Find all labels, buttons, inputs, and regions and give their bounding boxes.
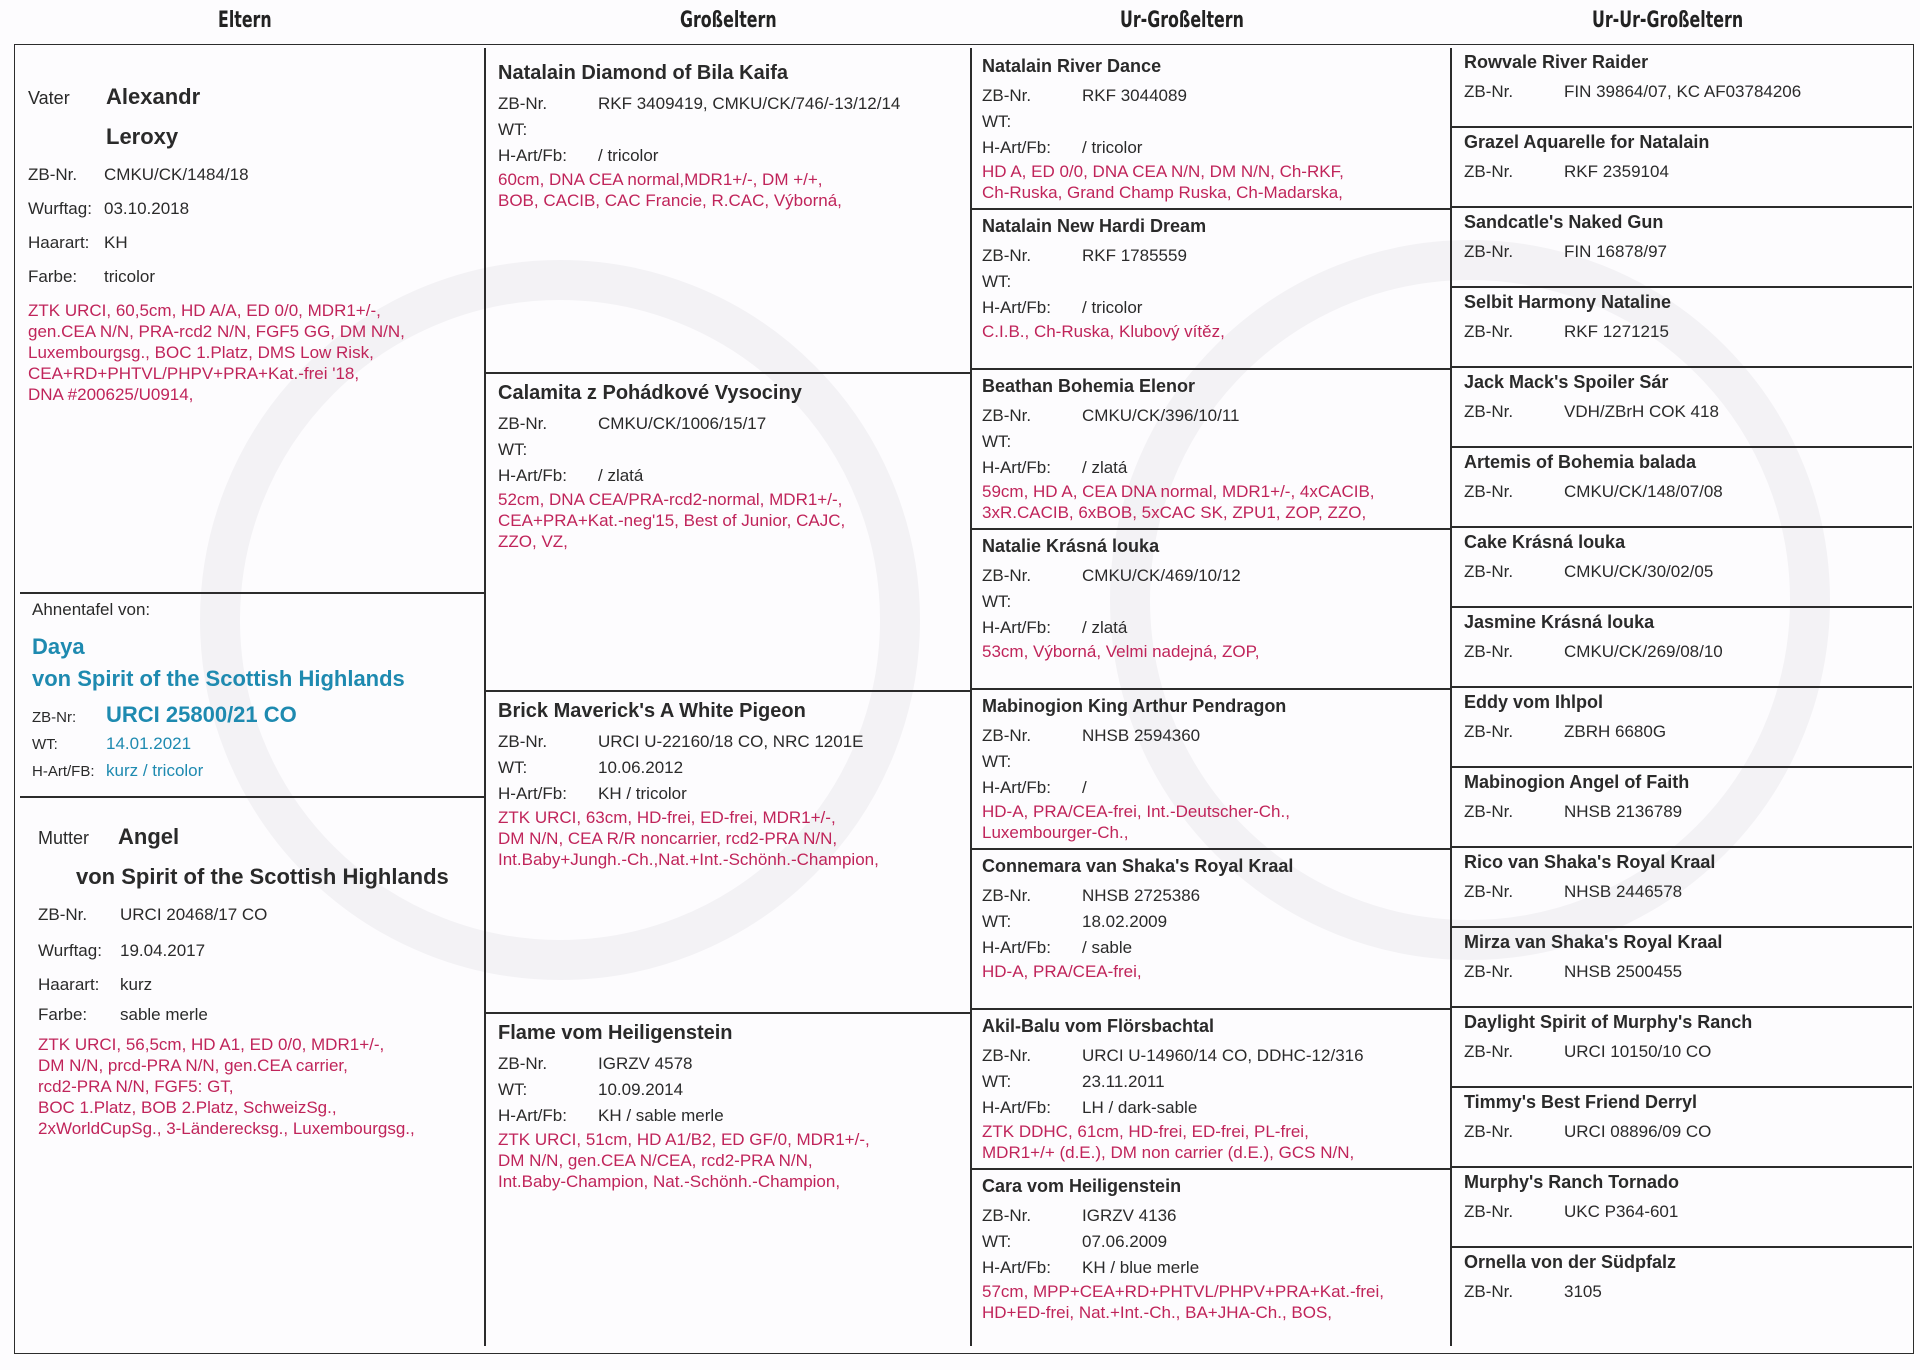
grandparent-4-zb-label: ZB-Nr. (498, 1054, 548, 1073)
great-great-grandparent-2-zb: RKF 2359104 (1564, 162, 1669, 181)
great-grandparent-7-zb: URCI U-14960/14 CO, DDHC-12/316 (1082, 1046, 1364, 1065)
great-grandparent-8-notes: 57cm, MPP+CEA+RD+PHTVL/PHPV+PRA+Kat.-frei, HD+ED-frei, Nat.+Int.-Ch., BA+JHA-Ch., BOS, (982, 1282, 1385, 1322)
grandparent-1-notes: 60cm, DNA CEA normal,MDR1+/-, DM +/+, BOB, CACIB, CAC Francie, R.CAC, Výborná, (498, 170, 842, 210)
great-grandparent-1-zb: RKF 3044089 (1082, 86, 1187, 105)
mutter-name2: von Spirit of the Scottish Highlands (76, 864, 449, 889)
divider-subject-mutter (20, 796, 486, 798)
gggp-divider-8 (1452, 686, 1912, 688)
ggp-divider-6 (972, 1008, 1452, 1010)
great-grandparent-6-hart: / sable (1082, 938, 1133, 957)
vater-farbe-label: Farbe: (28, 267, 78, 286)
grandparent-1-hart-label: H-Art/Fb: (498, 146, 567, 165)
vater-role: Vater (28, 88, 70, 108)
great-great-grandparent-16-zb: 3105 (1564, 1282, 1602, 1301)
great-great-grandparent-3-card (1454, 206, 1910, 286)
great-grandparent-1-wt-label: WT: (982, 112, 1012, 131)
gp-divider-3 (486, 1012, 972, 1014)
great-great-grandparent-5-card (1454, 366, 1910, 446)
vater-haarart-label: Haarart: (28, 233, 90, 252)
great-great-grandparent-8-card (1454, 606, 1910, 686)
great-great-grandparent-8-name: Jasmine Krásná louka (1464, 612, 1655, 632)
great-great-grandparent-7-zb-label: ZB-Nr. (1464, 562, 1514, 581)
great-grandparent-3-card (972, 370, 1450, 526)
grandparent-2-name: Calamita z Pohádkové Vysociny (498, 382, 802, 404)
great-grandparent-6-wt-label: WT: (982, 912, 1012, 931)
mutter-name1: Angel (118, 824, 180, 849)
vater-farbe: tricolor (104, 267, 156, 286)
mutter-zb-label: ZB-Nr. (38, 905, 88, 924)
great-grandparent-8-hart: KH / blue merle (1082, 1258, 1200, 1277)
great-grandparent-5-card (972, 690, 1450, 846)
great-great-grandparent-11-zb-label: ZB-Nr. (1464, 882, 1514, 901)
great-grandparent-2-name: Natalain New Hardi Dream (982, 216, 1207, 236)
subject-wt-label: WT: (32, 736, 58, 753)
grandparent-3-card (488, 694, 968, 1006)
great-great-grandparent-15-card (1454, 1166, 1910, 1246)
great-great-grandparent-15-zb: UKC P364-601 (1564, 1202, 1679, 1221)
great-great-grandparent-2-zb-label: ZB-Nr. (1464, 162, 1514, 181)
great-grandparent-2-wt-label: WT: (982, 272, 1012, 291)
great-great-grandparent-5-zb-label: ZB-Nr. (1464, 402, 1514, 421)
gggp-divider-13 (1452, 1086, 1912, 1088)
ggp-divider-3 (972, 528, 1452, 530)
great-grandparent-2-zb-label: ZB-Nr. (982, 246, 1032, 265)
grandparent-4-wt: 10.09.2014 (598, 1080, 684, 1099)
great-great-grandparent-5-zb: VDH/ZBrH COK 418 (1564, 402, 1719, 421)
great-grandparent-4-wt-label: WT: (982, 592, 1012, 611)
mutter-zb: URCI 20468/17 CO (120, 905, 268, 924)
grandparent-3-hart: KH / tricolor (598, 784, 687, 803)
great-great-grandparent-14-zb-label: ZB-Nr. (1464, 1122, 1514, 1141)
great-grandparent-5-hart: / (1082, 778, 1087, 797)
great-grandparent-4-zb: CMKU/CK/469/10/12 (1082, 566, 1241, 585)
header-eltern: Eltern (218, 8, 272, 33)
great-grandparent-1-hart-label: H-Art/Fb: (982, 138, 1051, 157)
great-grandparent-1-zb-label: ZB-Nr. (982, 86, 1032, 105)
great-grandparent-8-zb-label: ZB-Nr. (982, 1206, 1032, 1225)
header-urgrosseltern: Ur-Großeltern (1120, 8, 1244, 33)
grandparent-4-name: Flame vom Heiligenstein (498, 1022, 733, 1044)
gggp-divider-1 (1452, 126, 1912, 128)
grandparent-3-zb: URCI U-22160/18 CO, NRC 1201E (598, 732, 864, 751)
great-great-grandparent-4-zb: RKF 1271215 (1564, 322, 1669, 341)
gggp-divider-2 (1452, 206, 1912, 208)
grandparent-1-hart: / tricolor (598, 146, 659, 165)
great-grandparent-1-notes: HD A, ED 0/0, DNA CEA N/N, DM N/N, Ch-RKF, Ch-Ruska, Grand Champ Ruska, Ch-Madarska, (982, 162, 1344, 202)
great-great-grandparent-9-zb: ZBRH 6680G (1564, 722, 1667, 741)
ggp-divider-4 (972, 688, 1452, 690)
vater-name1: Alexandr (106, 84, 201, 109)
great-great-grandparent-13-zb-label: ZB-Nr. (1464, 1042, 1514, 1061)
mutter-haarart: kurz (120, 975, 153, 994)
great-grandparent-8-wt: 07.06.2009 (1082, 1232, 1168, 1251)
header-ururgrosseltern: Ur-Ur-Großeltern (1592, 8, 1744, 33)
gp-divider-2 (486, 690, 972, 692)
gggp-divider-4 (1452, 366, 1912, 368)
vater-haarart: KH (104, 233, 128, 252)
great-great-grandparent-14-zb: URCI 08896/09 CO (1564, 1122, 1712, 1141)
great-grandparent-3-hart-label: H-Art/Fb: (982, 458, 1051, 477)
great-grandparent-6-card (972, 850, 1450, 1006)
great-grandparent-3-zb-label: ZB-Nr. (982, 406, 1032, 425)
grandparent-3-name: Brick Maverick's A White Pigeon (498, 700, 806, 722)
great-great-grandparent-13-zb: URCI 10150/10 CO (1564, 1042, 1712, 1061)
great-grandparent-7-hart-label: H-Art/Fb: (982, 1098, 1051, 1117)
great-great-grandparent-15-zb-label: ZB-Nr. (1464, 1202, 1514, 1221)
grandparent-2-hart: / zlatá (598, 466, 644, 485)
great-great-grandparent-12-zb-label: ZB-Nr. (1464, 962, 1514, 981)
mutter-notes: ZTK URCI, 56,5cm, HD A1, ED 0/0, MDR1+/-, DM N/N, prcd-PRA N/N, gen.CEA carrier, rcd2-PRA N/N, FGF5: GT, BOC 1.Platz, BOB 2.Platz, SchweizSg., 2xWorldCupSg., 3-Ländereck​sg., Luxembourgsg., (38, 1035, 415, 1138)
grandparent-1-card (488, 56, 968, 368)
great-great-grandparent-7-name: Cake Krásná louka (1464, 532, 1626, 552)
great-grandparent-1-name: Natalain River Dance (982, 56, 1162, 76)
great-great-grandparent-6-zb: CMKU/CK/148/07/08 (1564, 482, 1723, 501)
great-grandparent-4-name: Natalie Krásná louka (982, 536, 1160, 556)
great-grandparent-6-notes: HD-A, PRA/CEA-frei, (982, 962, 1142, 981)
mutter-card (28, 818, 482, 1338)
vater-wurftag-label: Wurftag: (28, 199, 92, 218)
great-great-grandparent-10-card (1454, 766, 1910, 846)
gggp-divider-10 (1452, 846, 1912, 848)
great-grandparent-5-zb: NHSB 2594360 (1082, 726, 1201, 745)
great-grandparent-3-hart: / zlatá (1082, 458, 1128, 477)
great-grandparent-5-zb-label: ZB-Nr. (982, 726, 1032, 745)
great-grandparent-8-wt-label: WT: (982, 1232, 1012, 1251)
ggp-divider-1 (972, 208, 1452, 210)
great-great-grandparent-12-name: Mirza van Shaka's Royal Kraal (1464, 932, 1723, 952)
great-great-grandparent-3-name: Sandcatle's Naked Gun (1464, 212, 1664, 232)
subject-name2: von Spirit of the Scottish Highlands (32, 666, 405, 691)
great-grandparent-6-name: Connemara van Shaka's Royal Kraal (982, 856, 1294, 876)
great-grandparent-3-zb: CMKU/CK/396/10/11 (1082, 406, 1240, 425)
great-great-grandparent-3-zb-label: ZB-Nr. (1464, 242, 1514, 261)
great-great-grandparent-14-name: Timmy's Best Friend Derryl (1464, 1092, 1698, 1112)
great-great-grandparent-10-zb-label: ZB-Nr. (1464, 802, 1514, 821)
mutter-role: Mutter (38, 828, 90, 848)
great-grandparent-7-wt-label: WT: (982, 1072, 1012, 1091)
mutter-haarart-label: Haarart: (38, 975, 100, 994)
great-great-grandparent-3-zb: FIN 16878/97 (1564, 242, 1668, 261)
subject-zb-label: ZB-Nr: (32, 709, 77, 726)
great-great-grandparent-9-card (1454, 686, 1910, 766)
subject-wt: 14.01.2021 (106, 734, 192, 753)
grandparent-3-wt: 10.06.2012 (598, 758, 684, 777)
great-grandparent-5-wt-label: WT: (982, 752, 1012, 771)
grandparent-1-zb: RKF 3409419, CMKU/CK/746/-13/12/14 (598, 94, 901, 113)
ggp-divider-2 (972, 368, 1452, 370)
great-grandparent-4-hart: / zlatá (1082, 618, 1128, 637)
great-grandparent-6-wt: 18.02.2009 (1082, 912, 1168, 931)
great-grandparent-2-notes: C.I.B., Ch-Ruska, Klubový vítěz, (982, 322, 1225, 341)
great-grandparent-4-hart-label: H-Art/Fb: (982, 618, 1051, 637)
great-great-grandparent-2-name: Grazel Aquarelle for Natalain (1464, 132, 1710, 152)
header-grosseltern: Großeltern (680, 8, 777, 33)
grandparent-4-zb: IGRZV 4578 (598, 1054, 693, 1073)
vater-zb-label: ZB-Nr. (28, 165, 78, 184)
great-grandparent-8-name: Cara vom Heiligenstein (982, 1176, 1182, 1196)
great-great-grandparent-11-zb: NHSB 2446578 (1564, 882, 1683, 901)
great-grandparent-7-name: Akil-Balu vom Flörsbachtal (982, 1016, 1215, 1036)
vater-name2: Leroxy (106, 124, 179, 149)
great-great-grandparent-1-card (1454, 46, 1910, 126)
great-great-grandparent-16-card (1454, 1246, 1910, 1326)
great-grandparent-1-card (972, 50, 1450, 206)
vater-zb: CMKU/CK/1484/18 (104, 165, 249, 184)
great-great-grandparent-15-name: Murphy's Ranch Tornado (1464, 1172, 1679, 1192)
great-great-grandparent-10-zb: NHSB 2136789 (1564, 802, 1683, 821)
vater-card (18, 78, 482, 588)
great-great-grandparent-8-zb: CMKU/CK/269/08/10 (1564, 642, 1723, 661)
gggp-divider-3 (1452, 286, 1912, 288)
gggp-divider-7 (1452, 606, 1912, 608)
grandparent-3-zb-label: ZB-Nr. (498, 732, 548, 751)
grandparent-4-wt-label: WT: (498, 1080, 528, 1099)
great-great-grandparent-12-card (1454, 926, 1910, 1006)
great-grandparent-2-card (972, 210, 1450, 366)
mutter-wurftag: 19.04.2017 (120, 941, 206, 960)
great-great-grandparent-7-zb: CMKU/CK/30/02/05 (1564, 562, 1714, 581)
subject-card (22, 594, 482, 794)
great-grandparent-4-zb-label: ZB-Nr. (982, 566, 1032, 585)
vater-notes: ZTK URCI, 60,5cm, HD A/A, ED 0/0, MDR1+/-, gen.CEA N/N, PRA-rcd2 N/N, FGF5 GG, DM N/N, Luxembourgsg., BOC 1.Platz, DMS Low Risk, CEA+RD+PHTVL/PHPV+PRA+Kat.-frei '18, DNA #200625/U0914, (28, 301, 405, 404)
grandparent-4-card (488, 1016, 968, 1328)
great-grandparent-7-zb-label: ZB-Nr. (982, 1046, 1032, 1065)
great-grandparent-3-wt-label: WT: (982, 432, 1012, 451)
great-great-grandparent-6-name: Artemis of Bohemia balada (1464, 452, 1697, 472)
col-line-1 (484, 48, 486, 1346)
great-great-grandparent-1-name: Rowvale River Raider (1464, 52, 1649, 72)
great-grandparent-4-card (972, 530, 1450, 686)
great-great-grandparent-13-name: Daylight Spirit of Murphy's Ranch (1464, 1012, 1753, 1032)
grandparent-2-notes: 52cm, DNA CEA/PRA-rcd2-normal, MDR1+/-, CEA+PRA+Kat.-neg'15, Best of Junior, CAJC, ZZO, VZ, (498, 490, 846, 551)
great-great-grandparent-1-zb-label: ZB-Nr. (1464, 82, 1514, 101)
subject-name1: Daya (32, 634, 85, 659)
vater-wurftag: 03.10.2018 (104, 199, 190, 218)
ggp-divider-5 (972, 848, 1452, 850)
subject-zb: URCI 25800/21 CO (106, 702, 297, 727)
great-grandparent-2-hart-label: H-Art/Fb: (982, 298, 1051, 317)
mutter-wurftag-label: Wurftag: (38, 941, 102, 960)
great-great-grandparent-4-zb-label: ZB-Nr. (1464, 322, 1514, 341)
great-great-grandparent-12-zb: NHSB 2500455 (1564, 962, 1683, 981)
great-grandparent-6-zb-label: ZB-Nr. (982, 886, 1032, 905)
great-grandparent-8-zb: IGRZV 4136 (1082, 1206, 1177, 1225)
great-great-grandparent-16-zb-label: ZB-Nr. (1464, 1282, 1514, 1301)
grandparent-3-hart-label: H-Art/Fb: (498, 784, 567, 803)
gggp-divider-6 (1452, 526, 1912, 528)
gp-divider-1 (486, 372, 972, 374)
grandparent-2-zb: CMKU/CK/1006/15/17 (598, 414, 767, 433)
mutter-farbe-label: Farbe: (38, 1005, 88, 1024)
grandparent-2-hart-label: H-Art/Fb: (498, 466, 567, 485)
great-grandparent-5-hart-label: H-Art/Fb: (982, 778, 1051, 797)
great-grandparent-7-wt: 23.11.2011 (1082, 1072, 1165, 1091)
grandparent-1-zb-label: ZB-Nr. (498, 94, 548, 113)
great-great-grandparent-5-name: Jack Mack's Spoiler Sár (1464, 372, 1669, 392)
gggp-divider-9 (1452, 766, 1912, 768)
gggp-divider-5 (1452, 446, 1912, 448)
great-great-grandparent-7-card (1454, 526, 1910, 606)
gggp-divider-11 (1452, 926, 1912, 928)
great-grandparent-1-hart: / tricolor (1082, 138, 1143, 157)
great-great-grandparent-9-name: Eddy vom Ihlpol (1464, 692, 1604, 712)
gggp-divider-14 (1452, 1166, 1912, 1168)
great-great-grandparent-11-name: Rico van Shaka's Royal Kraal (1464, 852, 1716, 872)
grandparent-4-notes: ZTK URCI, 51cm, HD A1/B2, ED GF/0, MDR1+/-, DM N/N, gen.CEA N/CEA, rcd2-PRA N/N, Int.Baby-Champion, Nat.-Schönh.-Champion, (498, 1130, 870, 1191)
great-great-grandparent-10-name: Mabinogion Angel of Faith (1464, 772, 1690, 792)
grandparent-2-wt-label: WT: (498, 440, 528, 459)
great-grandparent-3-notes: 59cm, HD A, CEA DNA normal, MDR1+/-, 4xCACIB, 3xR.CACIB, 6xBOB, 5xCAC SK, ZPU1, ZOP, ZZO, (982, 482, 1375, 522)
grandparent-3-notes: ZTK URCI, 63cm, HD-frei, ED-frei, MDR1+/-, DM N/N, CEA R/R noncarrier, rcd2-PRA N/N, Int.Baby+Jungh.-Ch.,Nat.+Int.-Schönh.-Champion, (498, 808, 879, 869)
grandparent-1-name: Natalain Diamond of Bila Kaifa (498, 62, 789, 84)
great-grandparent-2-hart: / tricolor (1082, 298, 1143, 317)
gggp-divider-12 (1452, 1006, 1912, 1008)
great-great-grandparent-2-card (1454, 126, 1910, 206)
great-grandparent-6-zb: NHSB 2725386 (1082, 886, 1201, 905)
great-great-grandparent-11-card (1454, 846, 1910, 926)
great-grandparent-7-card (972, 1010, 1450, 1166)
great-grandparent-4-notes: 53cm, Výborná, Velmi nadejná, ZOP, (982, 642, 1260, 661)
grandparent-4-hart: KH / sable merle (598, 1106, 724, 1125)
great-grandparent-8-hart-label: H-Art/Fb: (982, 1258, 1051, 1277)
subject-hart-label: H-Art/FB: (32, 763, 95, 780)
grandparent-1-wt-label: WT: (498, 120, 528, 139)
grandparent-2-card (488, 376, 968, 688)
subject-title: Ahnentafel von: (32, 600, 151, 619)
great-grandparent-8-card (972, 1170, 1450, 1326)
grandparent-4-hart-label: H-Art/Fb: (498, 1106, 567, 1125)
great-grandparent-7-hart: LH / dark-sable (1082, 1098, 1198, 1117)
gggp-divider-15 (1452, 1246, 1912, 1248)
great-grandparent-3-name: Beathan Bohemia Elenor (982, 376, 1196, 396)
great-great-grandparent-1-zb: FIN 39864/07, KC AF03784206 (1564, 82, 1802, 101)
grandparent-3-wt-label: WT: (498, 758, 528, 777)
great-grandparent-2-zb: RKF 1785559 (1082, 246, 1187, 265)
great-great-grandparent-9-zb-label: ZB-Nr. (1464, 722, 1514, 741)
great-grandparent-5-name: Mabinogion King Arthur Pendragon (982, 696, 1287, 716)
ggp-divider-7 (972, 1168, 1452, 1170)
great-grandparent-5-notes: HD-A, PRA/CEA-frei, Int.-Deutscher-Ch., Luxembourger-Ch., (982, 802, 1290, 842)
mutter-farbe: sable merle (120, 1005, 208, 1024)
great-great-grandparent-6-card (1454, 446, 1910, 526)
great-great-grandparent-6-zb-label: ZB-Nr. (1464, 482, 1514, 501)
great-great-grandparent-13-card (1454, 1006, 1910, 1086)
great-grandparent-6-hart-label: H-Art/Fb: (982, 938, 1051, 957)
subject-hart: kurz / tricolor (106, 761, 204, 780)
great-great-grandparent-4-name: Selbit Harmony Nataline (1464, 292, 1672, 312)
great-great-grandparent-16-name: Ornella von der Südpfalz (1464, 1252, 1677, 1272)
great-great-grandparent-8-zb-label: ZB-Nr. (1464, 642, 1514, 661)
great-great-grandparent-14-card (1454, 1086, 1910, 1166)
great-grandparent-7-notes: ZTK DDHC, 61cm, HD-frei, ED-frei, PL-frei, MDR1+/+ (d.E.), DM non carrier (d.E.), GCS N/N, (982, 1122, 1355, 1162)
col-line-3 (1450, 48, 1452, 1346)
grandparent-2-zb-label: ZB-Nr. (498, 414, 548, 433)
great-great-grandparent-4-card (1454, 286, 1910, 366)
